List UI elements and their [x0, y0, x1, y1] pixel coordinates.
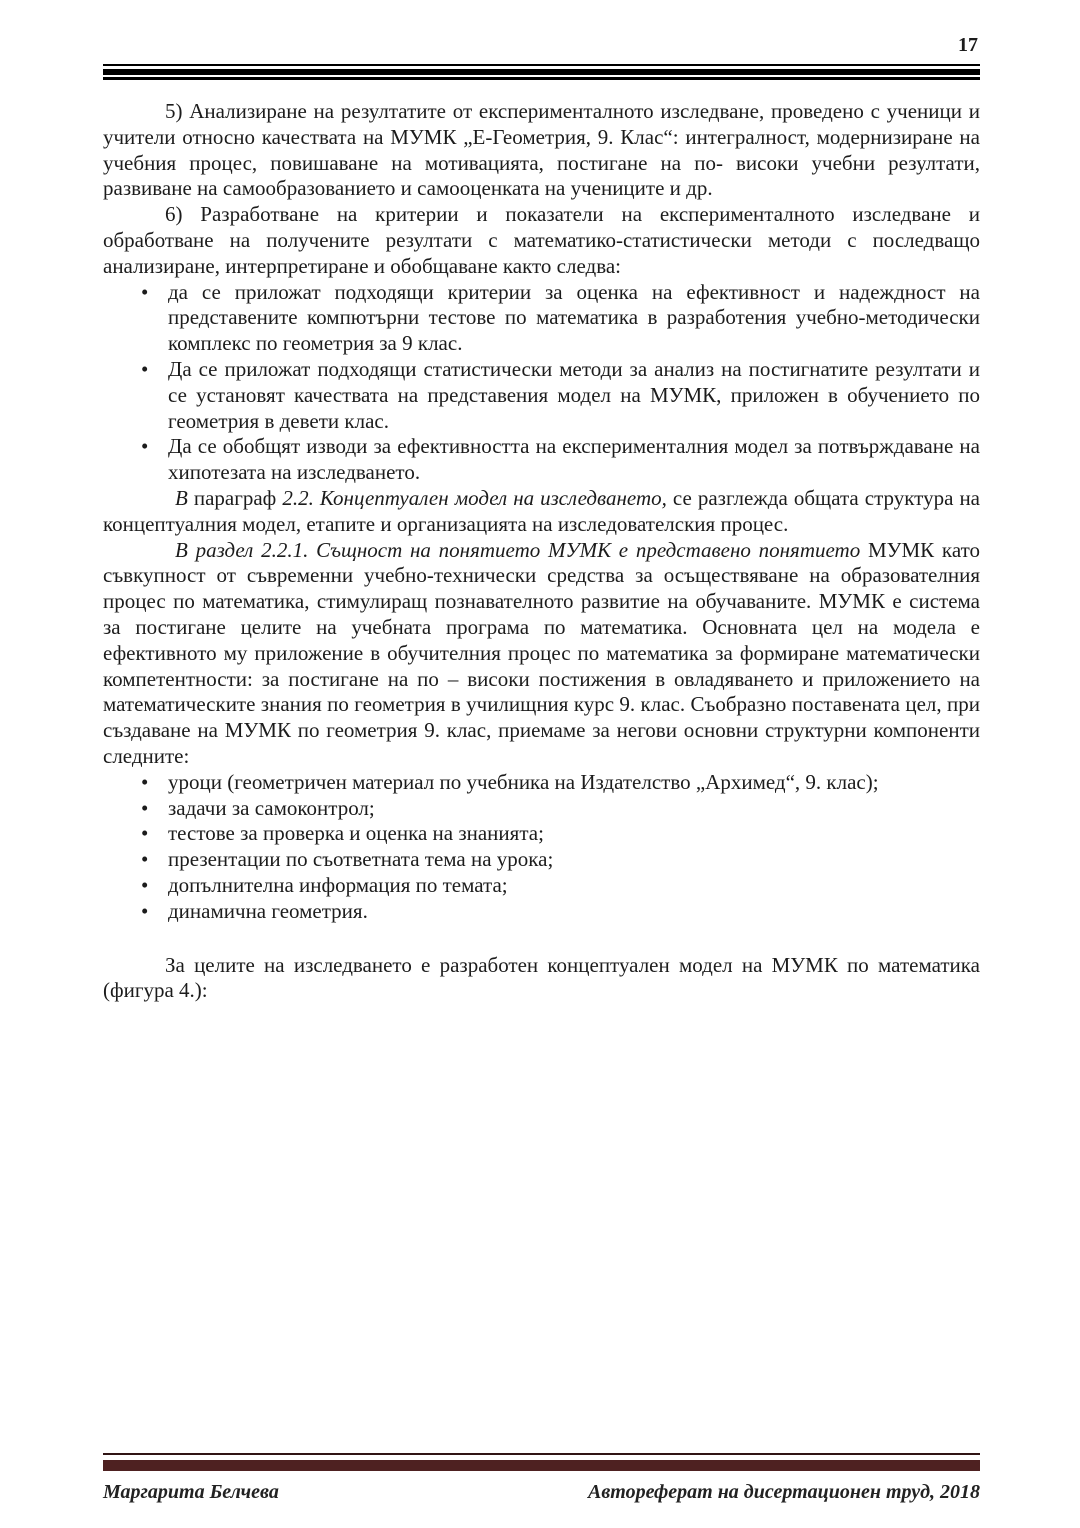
document-body — [103, 99, 980, 1004]
italic-run: 2.2. Концептуален модел на изследването, — [282, 485, 667, 510]
top-rule-line-medium — [103, 77, 980, 80]
paragraph-item-6: 6) Разработване на критерии и показатели на експерименталното изследване и обработване на получените резултати с математико-статистически методи с последващо анализиране, интерпретиране и обобщаване както следва: — [103, 202, 980, 278]
top-rule — [103, 64, 980, 80]
paragraph-item-5: 5) Анализиране на резултатите от експерименталното изследване, проведено с ученици и учители относно качествата на МУМК „Е-Геометрия, 9. Клас“: интегралност, модернизиране на учебния процес, повишаване на мотивацията, постигане на по- високи учебни резултати, развиване на самообразованието и самооценката на учениците и др. — [103, 99, 980, 201]
footer-author: Маргарита Белчева — [103, 1481, 279, 1503]
page-number: 17 — [958, 34, 978, 56]
paragraph-figure-reference: За целите на изследването е разработен концептуален модел на МУМК по математика (фигура 4.): — [103, 952, 980, 1003]
paragraph-section-2-2 — [103, 486, 980, 538]
footer-document-title: Автореферат на дисертационен труд, 2018 — [588, 1481, 980, 1503]
bullet-item-criteria-2: • Да се приложат подходящи статистически методи за анализ на постигнатите резултати и се установят качествата на представения модел на МУМК, приложен в обучението по геометрия в девети клас. — [168, 357, 980, 434]
bullet-item-components-2: • задачи за самоконтрол; — [168, 796, 980, 822]
footer-text-row — [103, 1481, 980, 1504]
bullet-list-criteria — [103, 280, 980, 486]
bullet-item-criteria-1: • да се приложат подходящи критерии за оценка на ефективност и надеждност на представените компютърни тестове по математика в разработения учебно-методически комплекс по геометрия за 9 клас. — [168, 280, 980, 357]
text-run: МУМК като съвкупност от съвременни учебно-технически средства за осъществяване на образователния процес по математика, стимулиращ познавателното развитие на обучаваните. МУМК е система за постигане целите на учебната програма по математика. Основната цел на модела е ефективното му приложение в обучителния процес по математика за формиране математически компетентности: за постигане на по – високи постижения в овладяването и приложението на математическите знания по геометрия в училищния курс 9. клас. Съобразно поставената цел, при създаване на МУМК по геометрия 9. клас, приемаме за негови основни структурни компоненти следните: — [103, 537, 980, 768]
page-footer — [103, 1453, 980, 1504]
page-content — [103, 0, 980, 1004]
bullet-item-components-1: • уроци (геометричен материал по учебника на Издателство „Архимед“, 9. клас); — [168, 770, 980, 796]
text-run: се разглежда общата структура на концептуалния модел, етапите и организацията на изследователския процес. — [103, 485, 981, 536]
italic-run: В — [175, 485, 188, 510]
bullet-item-criteria-3: • Да се обобщят изводи за ефективността на експерименталния модел за потвърждаване на хипотезата на изследването. — [168, 434, 980, 486]
bullet-item-components-5: • допълнителна информация по темата; — [168, 873, 980, 899]
bullet-item-components-6: • динамична геометрия. — [168, 899, 980, 925]
paragraph-section-2-2-1 — [103, 538, 980, 770]
bullet-list-components — [103, 770, 980, 925]
bullet-item-components-4: • презентации по съответната тема на урока; — [168, 847, 980, 873]
bullet-item-components-3: • тестове за проверка и оценка на знанията; — [168, 821, 980, 847]
footer-rule-thin — [103, 1453, 980, 1455]
italic-run: В раздел 2.2.1. Същност на понятието МУМК е представено понятието — [175, 537, 861, 562]
text-run: параграф — [187, 485, 283, 510]
footer-rule-thick — [103, 1460, 980, 1471]
